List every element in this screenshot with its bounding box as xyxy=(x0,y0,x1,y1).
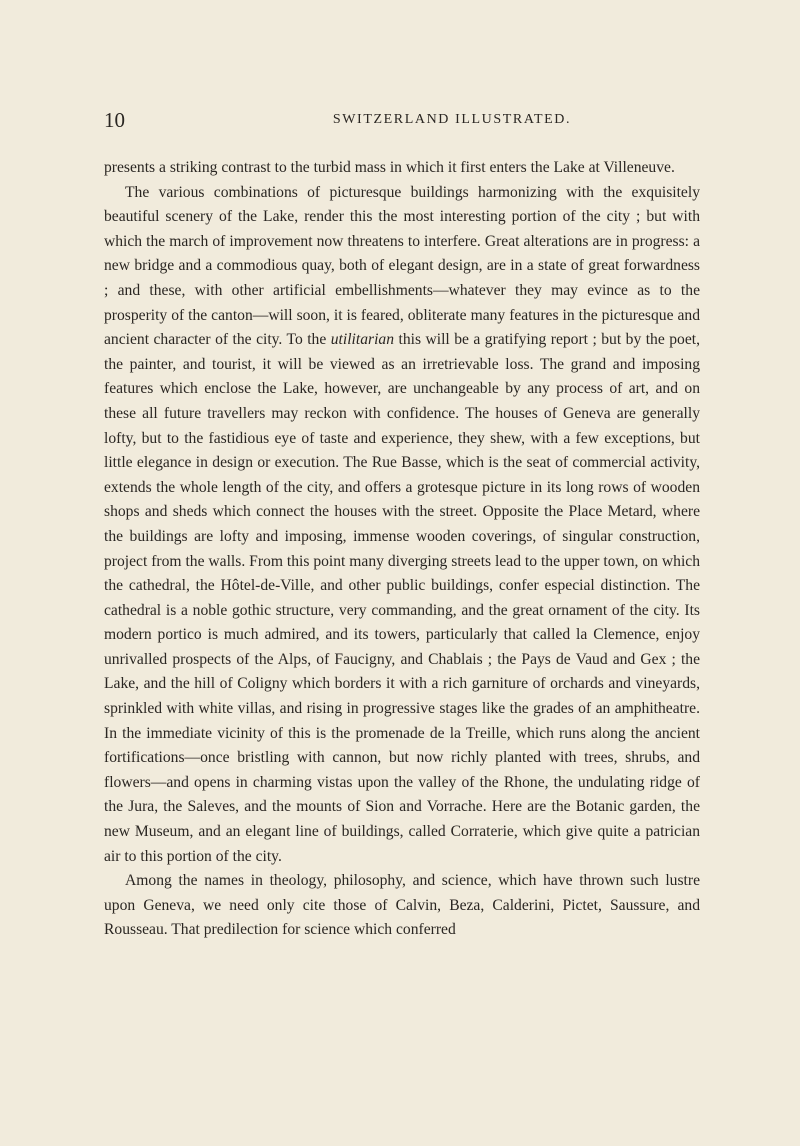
running-head xyxy=(104,108,704,132)
paragraph-geneva-description: The various combinations of picturesque buildings harmonizing with the exquisitely beautiful scenery of the Lake, render this the most interesting portion of the city ; but with which the march of improvement now threatens to interfere. Great alterations are in progress: a new bridge and a commodious quay, both of elegant design, are in a state of great forwardness ; and these, with other artificial embellishments—whatever they may evince as to the prosperity of the canton—will soon, it is feared, obliterate many features in the picturesque and ancient character of the city. To the utilitarian this will be a gratifying report ; but by the poet, the painter, and tourist, it will be viewed as an irretrievable loss. The grand and imposing features which enclose the Lake, however, are unchangeable by any process of art, and on these all future travellers may reckon with confidence. The houses of Geneva are generally lofty, but to the fastidious eye of taste and experience, they shew, with a few exceptions, but little elegance in design or execution. The Rue Basse, which is the seat of commercial activity, extends the whole length of the city, and offers a grotesque picture in its long rows of wooden shops and sheds which connect the houses with the street. Opposite the Place Metard, where the buildings are lofty and imposing, immense wooden coverings, of singular construction, project from the walls. From this point many diverging streets lead to the upper town, on which the cathedral, the Hôtel-de-Ville, and other public buildings, confer especial distinction. The cathedral is a noble gothic structure, very commanding, and the great ornament of the city. Its modern portico is much admired, and its towers, particularly that called la Clemence, enjoy unrivalled prospects of the Alps, of Faucigny, and Chablais ; the Pays de Vaud and Gex ; the Lake, and the hill of Coligny which borders it with a rich garniture of orchards and vineyards, sprinkled with white villas, and rising in progressive stages like the grades of an amphitheatre. In the immediate vicinity of this is the promenade de la Treille, which runs along the ancient fortifications—once bristling with cannon, but now richly planted with trees, shrubs, and flowers—and opens in charming vistas upon the valley of the Rhone, the undulating ridge of the Jura, the Saleves, and the mounts of Sion and Vorrache. Here are the Botanic garden, the new Museum, and an elegant line of buildings, called Corraterie, which give quite a patrician air to this portion of the city. xyxy=(104,183,700,865)
running-title: SWITZERLAND ILLUSTRATED. xyxy=(332,112,572,127)
body-text xyxy=(104,156,700,943)
italic-word: utilitarian xyxy=(330,331,395,349)
page-number: 10 xyxy=(104,108,125,132)
paragraph-notable-names: Among the names in theology, philosophy, and science, which have thrown such lustre upon Geneva, we need only cite those of Calvin, Beza, Calderini, Pictet, Saussure, and Rousseau. That predilection for science which conferred xyxy=(104,872,700,939)
paragraph-continuation: presents a striking contrast to the turbid mass in which it first enters the Lake at Villeneuve. xyxy=(104,159,675,176)
